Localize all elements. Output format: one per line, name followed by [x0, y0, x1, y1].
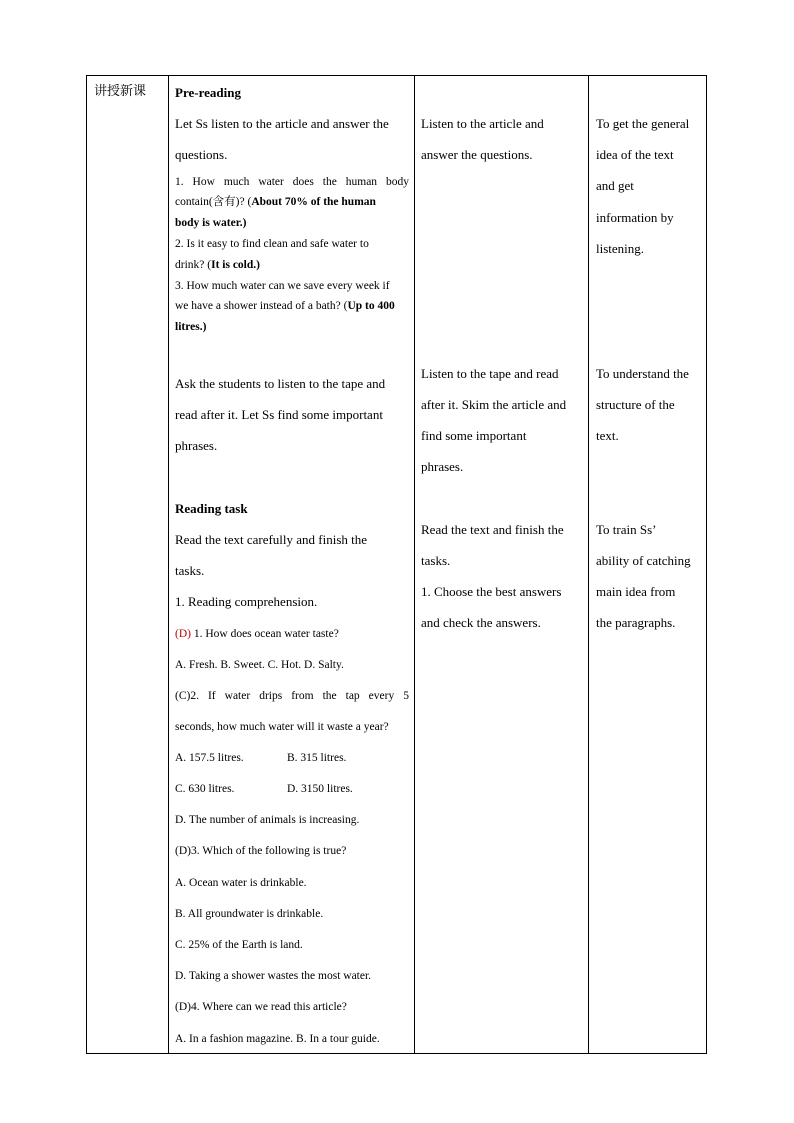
question-3: 3. How much water can we save every week if: [175, 280, 390, 292]
purpose-text: To get the general: [596, 116, 690, 131]
question-3-answer: litres.): [175, 321, 207, 333]
pre-reading-instruction: questions.: [175, 147, 228, 162]
reading-task-instruction: Read the text carefully and finish the: [175, 532, 368, 547]
student-activity-text: Read the text and finish the: [421, 522, 564, 537]
question-option: D. 3150 litres.: [287, 783, 353, 795]
question-3: we have a shower instead of a bath? (Up to 400: [175, 300, 395, 312]
student-activity-text: Listen to the article and: [421, 116, 544, 131]
comprehension-question-4: (D)4. Where can we read this article?: [175, 1001, 347, 1013]
lesson-table: [86, 75, 707, 1054]
reading-comprehension-heading: 1. Reading comprehension.: [175, 594, 318, 609]
question-option: C. 25% of the Earth is land.: [175, 939, 303, 951]
reading-task-instruction: tasks.: [175, 563, 205, 578]
purpose-text: information by: [596, 210, 674, 225]
read-after-instruction: Ask the students to listen to the tape and: [175, 376, 386, 391]
section-label: 讲授新课: [94, 84, 147, 99]
section-cell: [87, 76, 168, 1053]
student-activity-text: answer the questions.: [421, 147, 533, 162]
question-options: A. Fresh. B. Sweet. C. Hot. D. Salty.: [175, 659, 344, 671]
purpose-text: the paragraphs.: [596, 615, 676, 630]
purpose-text: idea of the text: [596, 147, 674, 162]
question-option: D. Taking a shower wastes the most water.: [175, 970, 372, 982]
read-after-instruction: read after it. Let Ss find some important: [175, 407, 383, 422]
question-options: A. In a fashion magazine. B. In a tour guide.: [175, 1033, 380, 1045]
comprehension-question-2: seconds, how much water will it waste a year?: [175, 721, 389, 733]
reading-task-heading: Reading task: [175, 501, 248, 516]
purpose-text: To train Ss’: [596, 522, 657, 537]
student-activity-text: Listen to the tape and read: [421, 366, 559, 381]
question-option: D. The number of animals is increasing.: [175, 814, 360, 826]
comprehension-question-1: (D) 1. How does ocean water taste?: [175, 628, 339, 640]
purpose-text: To understand the: [596, 366, 689, 381]
comprehension-question-3: (D)3. Which of the following is true?: [175, 845, 347, 857]
purpose-text: main idea from: [596, 584, 676, 599]
student-activity-text: and check the answers.: [421, 615, 541, 630]
question-option: C. 630 litres.: [175, 783, 235, 795]
question-2: 2. Is it easy to find clean and safe water to: [175, 238, 369, 250]
question-1-answer: body is water.): [175, 217, 247, 229]
comprehension-question-2: (C)2. If water drips from the tap every 5: [175, 690, 409, 702]
teacher-activity-cell: [169, 76, 414, 1053]
question-2: drink? (It is cold.): [175, 259, 260, 271]
purpose-cell: [589, 76, 706, 1053]
purpose-text: ability of catching: [596, 553, 691, 568]
question-option: B. 315 litres.: [287, 752, 347, 764]
question-option: A. 157.5 litres.: [175, 752, 244, 764]
student-activity-text: tasks.: [421, 553, 451, 568]
student-activity-text: find some important: [421, 428, 527, 443]
question-1: 1. How much water does the human body: [175, 176, 409, 188]
student-activity-text: after it. Skim the article and: [421, 397, 567, 412]
purpose-text: listening.: [596, 241, 645, 256]
question-1: contain(含有)? (About 70% of the human: [175, 196, 376, 208]
question-option: A. Ocean water is drinkable.: [175, 877, 307, 889]
question-option: B. All groundwater is drinkable.: [175, 908, 324, 920]
student-activity-cell: [415, 76, 588, 1053]
student-activity-text: 1. Choose the best answers: [421, 584, 562, 599]
purpose-text: text.: [596, 428, 619, 443]
student-activity-text: phrases.: [421, 459, 464, 474]
purpose-text: structure of the: [596, 397, 675, 412]
read-after-instruction: phrases.: [175, 438, 218, 453]
pre-reading-heading: Pre-reading: [175, 85, 241, 100]
pre-reading-instruction: Let Ss listen to the article and answer the: [175, 116, 389, 131]
purpose-text: and get: [596, 178, 634, 193]
